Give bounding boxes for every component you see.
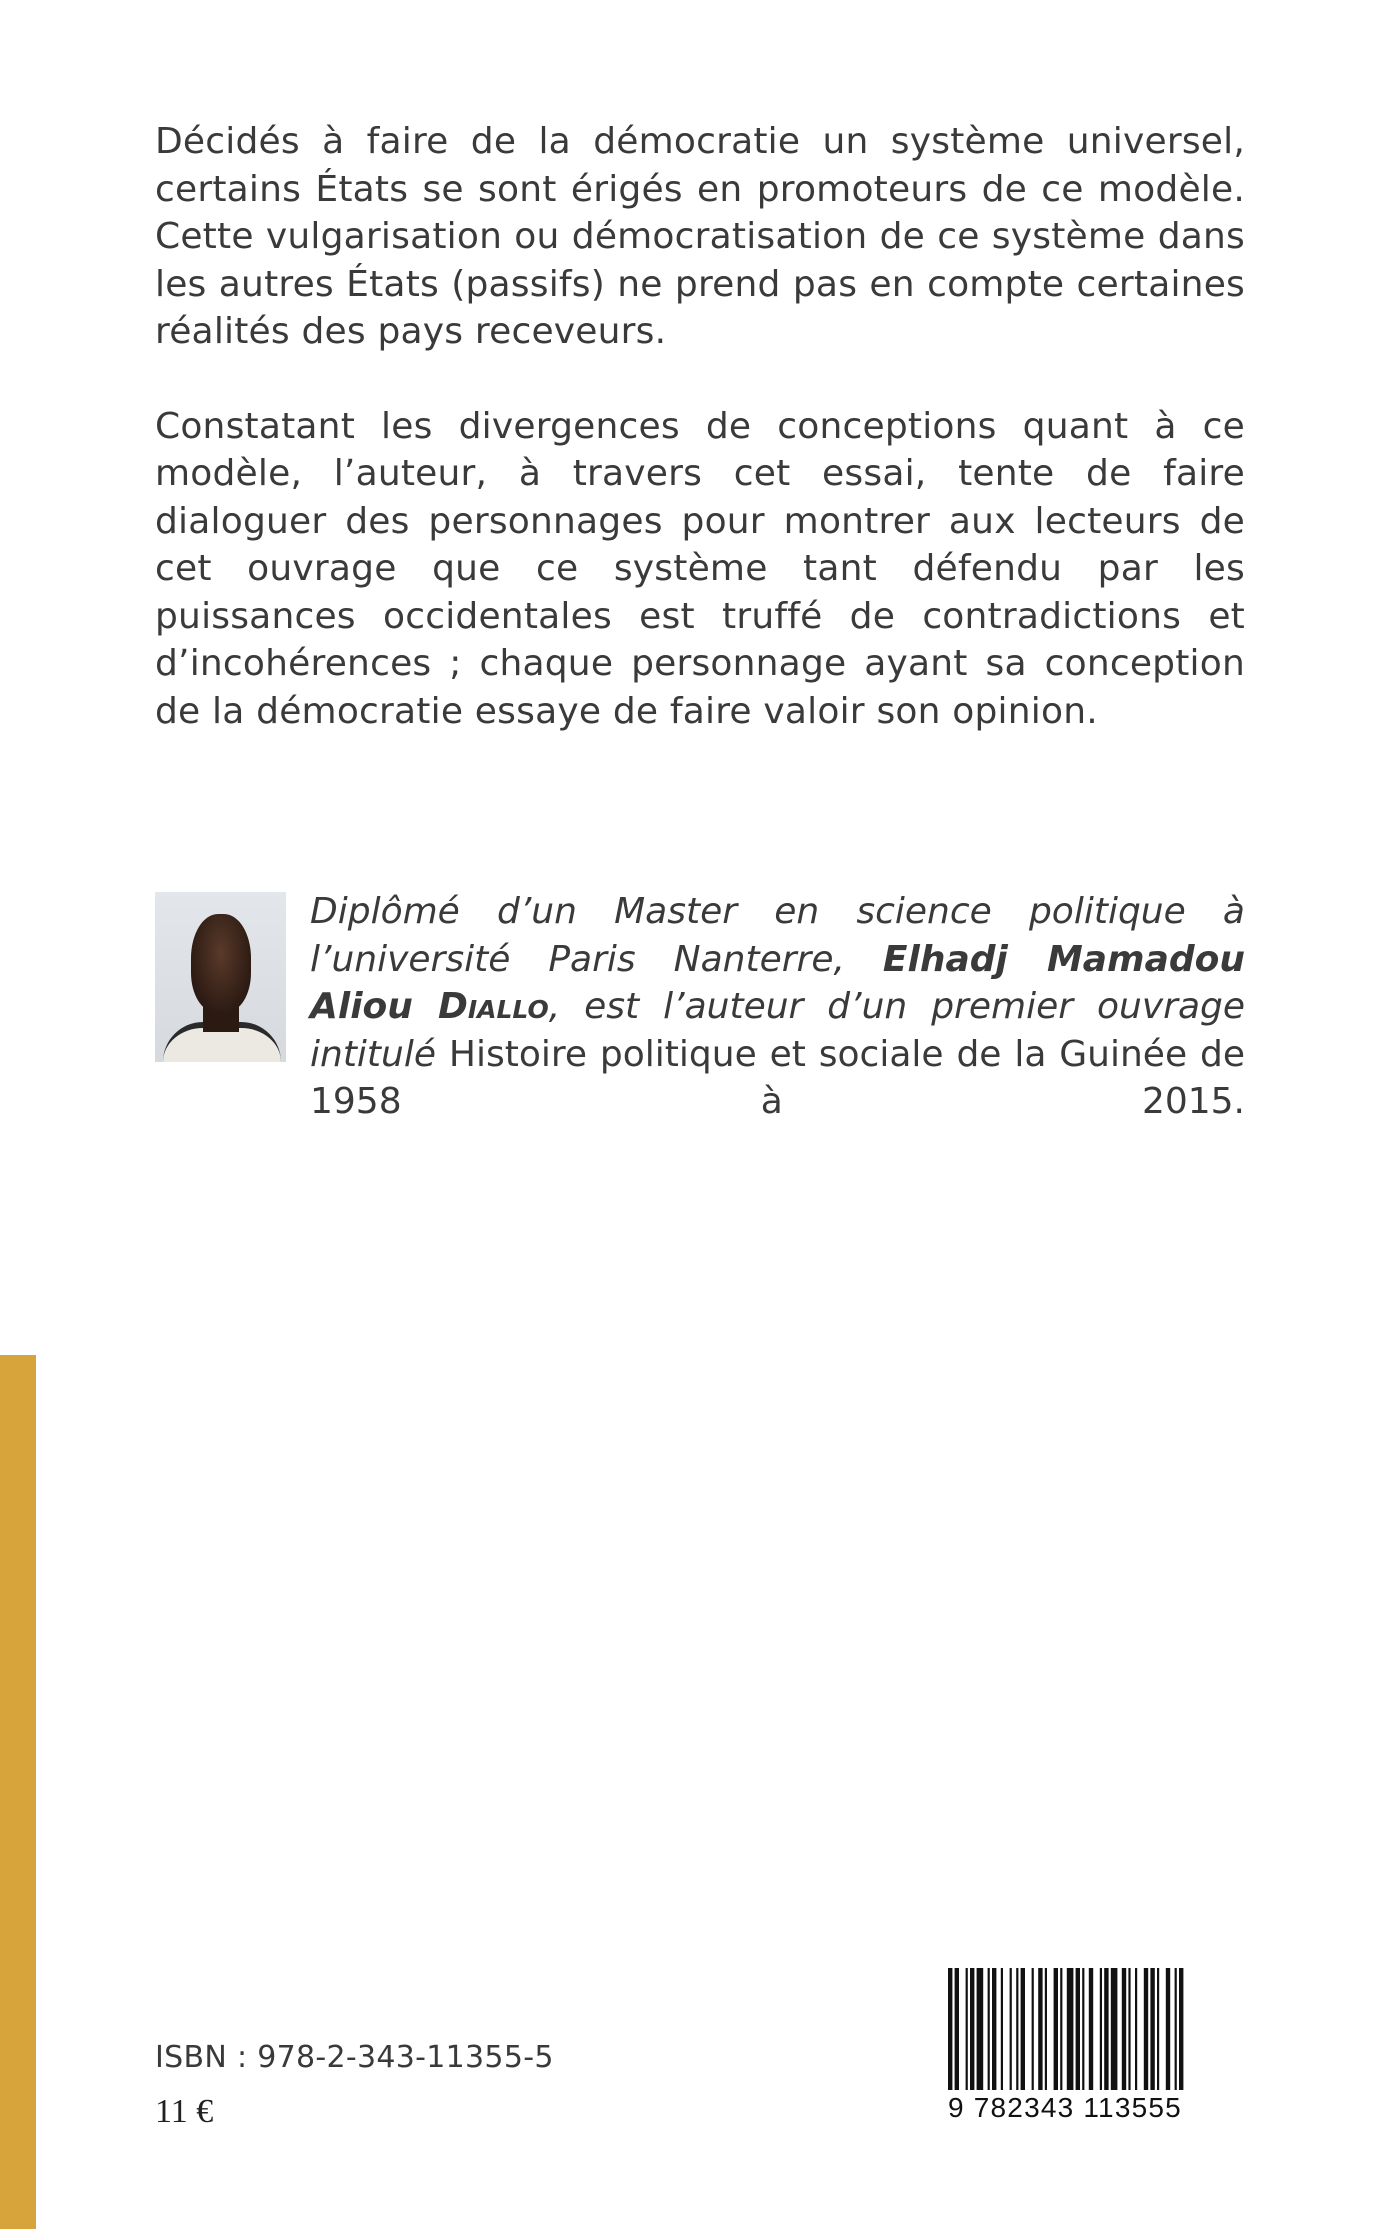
barcode-bar: [1067, 1968, 1074, 2090]
barcode-bar: [977, 1968, 984, 2090]
summary-paragraph-1: Décidés à faire de la démocratie un système universel, certains États se sont érigés en promoteurs de ce modèle. Cette vulgarisation ou démocratisation de ce système dans les autres États (passifs) ne prend pas en compte certaines réalités des pays receveurs.: [155, 121, 1245, 352]
barcode-bar: [970, 1968, 974, 2090]
barcode-bar: [1082, 1968, 1084, 2090]
accent-bar: [0, 1355, 36, 2229]
author-bio-intro: Diplômé d’un Master en science politique à l’université Paris Nanterre,: [310, 891, 1245, 980]
barcode-bars: [948, 1968, 1250, 2090]
barcode-digits: 9 782343 113555: [948, 2092, 1182, 2123]
barcode-bar: [992, 1968, 996, 2090]
isbn-text: ISBN : 978-2-343-11355-5: [155, 2040, 554, 2075]
summary-paragraph-2: Constatant les divergences de conceptions quant à ce modèle, l’auteur, à travers cet essai, tente de faire dialoguer des personnages pour montrer aux lecteurs de cet ouvrage que ce système tant défendu par les puissances occidentales est truffé de contradictions et d’incohérences ; chaque personnage ayant sa conception de la démocratie essaye de faire valoir son opinion.: [155, 405, 1245, 732]
barcode-bar: [1021, 1968, 1025, 2090]
barcode-bar: [1076, 1968, 1080, 2090]
barcode-bar: [1128, 1968, 1130, 2090]
barcode-bar: [1166, 1968, 1170, 2090]
barcode-bar: [1089, 1968, 1093, 2090]
barcode-bar: [1045, 1968, 1047, 2090]
barcode-bar: [1150, 1968, 1154, 2090]
barcode-bar: [966, 1968, 968, 2090]
author-bio: [310, 888, 1245, 1126]
barcode-bar: [948, 1968, 952, 2090]
barcode-bar: [1038, 1968, 1042, 2090]
barcode-bar: [1179, 1968, 1183, 2090]
barcode-bar: [1175, 1968, 1177, 2090]
barcode-bar: [1122, 1968, 1126, 2090]
barcode-bar: [1157, 1968, 1159, 2090]
barcode-bar: [1144, 1968, 1148, 2090]
barcode-bar: [1010, 1968, 1012, 2090]
barcode-bar: [1001, 1968, 1003, 2090]
author-name-first: Elhadj Mamadou Aliou: [310, 938, 1245, 1027]
barcode-bar: [1032, 1968, 1034, 2090]
barcode-bar: [1054, 1968, 1058, 2090]
back-cover-summary: [155, 118, 1245, 782]
previous-book-title: Histoire politique et sociale de la Guinée de 1958 à 2015.: [310, 1033, 1245, 1122]
barcode-bar: [1016, 1968, 1018, 2090]
price-text: 11 €: [155, 2093, 214, 2130]
barcode-bar: [1135, 1968, 1137, 2090]
author-name-last: Diallo: [437, 986, 549, 1027]
barcode-bar: [1104, 1968, 1108, 2090]
author-bio-mid: , est l’auteur d’un premier ouvrage intitulé: [310, 986, 1246, 1075]
author-photo: [155, 892, 286, 1062]
barcode-bar: [955, 1968, 959, 2090]
barcode-bar: [1111, 1968, 1118, 2090]
barcode-bar: [1060, 1968, 1062, 2090]
barcode-bar: [1100, 1968, 1102, 2090]
barcode-bar: [988, 1968, 990, 2090]
